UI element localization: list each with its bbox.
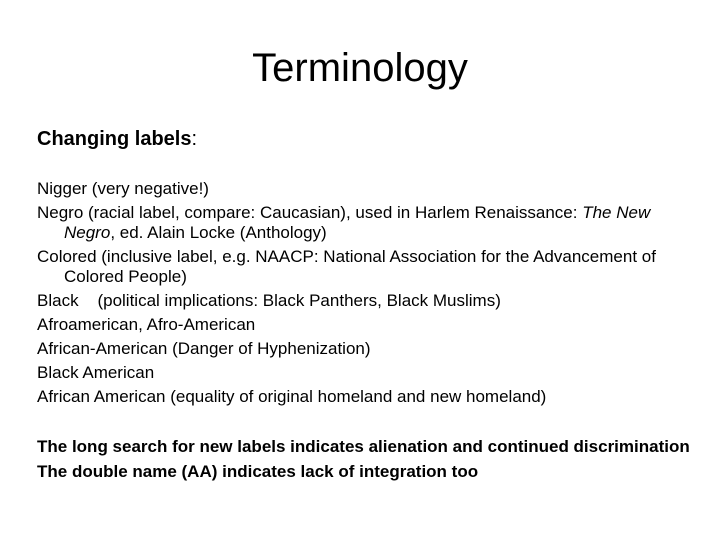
label-item: Black (political implications: Black Panthers, Black Muslims) [37, 291, 501, 310]
label-item-text: , ed. Alain Locke (Anthology) [110, 223, 327, 242]
subheading [37, 127, 197, 151]
subheading-label: Changing labels [37, 128, 192, 150]
label-item: Nigger (very negative!) [37, 179, 209, 198]
conclusion-list [37, 437, 697, 487]
conclusion-item: The long search for new labels indicates alienation and continued discrimination [37, 437, 690, 456]
label-item: African-American (Danger of Hyphenization) [37, 339, 371, 358]
label-item [37, 203, 697, 243]
label-list [37, 179, 697, 411]
book-title: The New Negro [64, 203, 651, 242]
subheading-colon: : [191, 128, 198, 150]
label-item: Colored (inclusive label, e.g. NAACP: National Association for the Advancement of Colored People) [37, 247, 656, 286]
label-item: African American (equality of original homeland and new homeland) [37, 387, 547, 406]
label-item: Black American [37, 363, 155, 382]
label-item: Afroamerican, Afro-American [37, 315, 256, 334]
label-item-text: Negro (racial label, compare: Caucasian), used in Harlem Renaissance: [37, 203, 583, 222]
slide-title: Terminology [252, 46, 468, 90]
conclusion-item: The double name (AA) indicates lack of integration too [37, 462, 479, 481]
